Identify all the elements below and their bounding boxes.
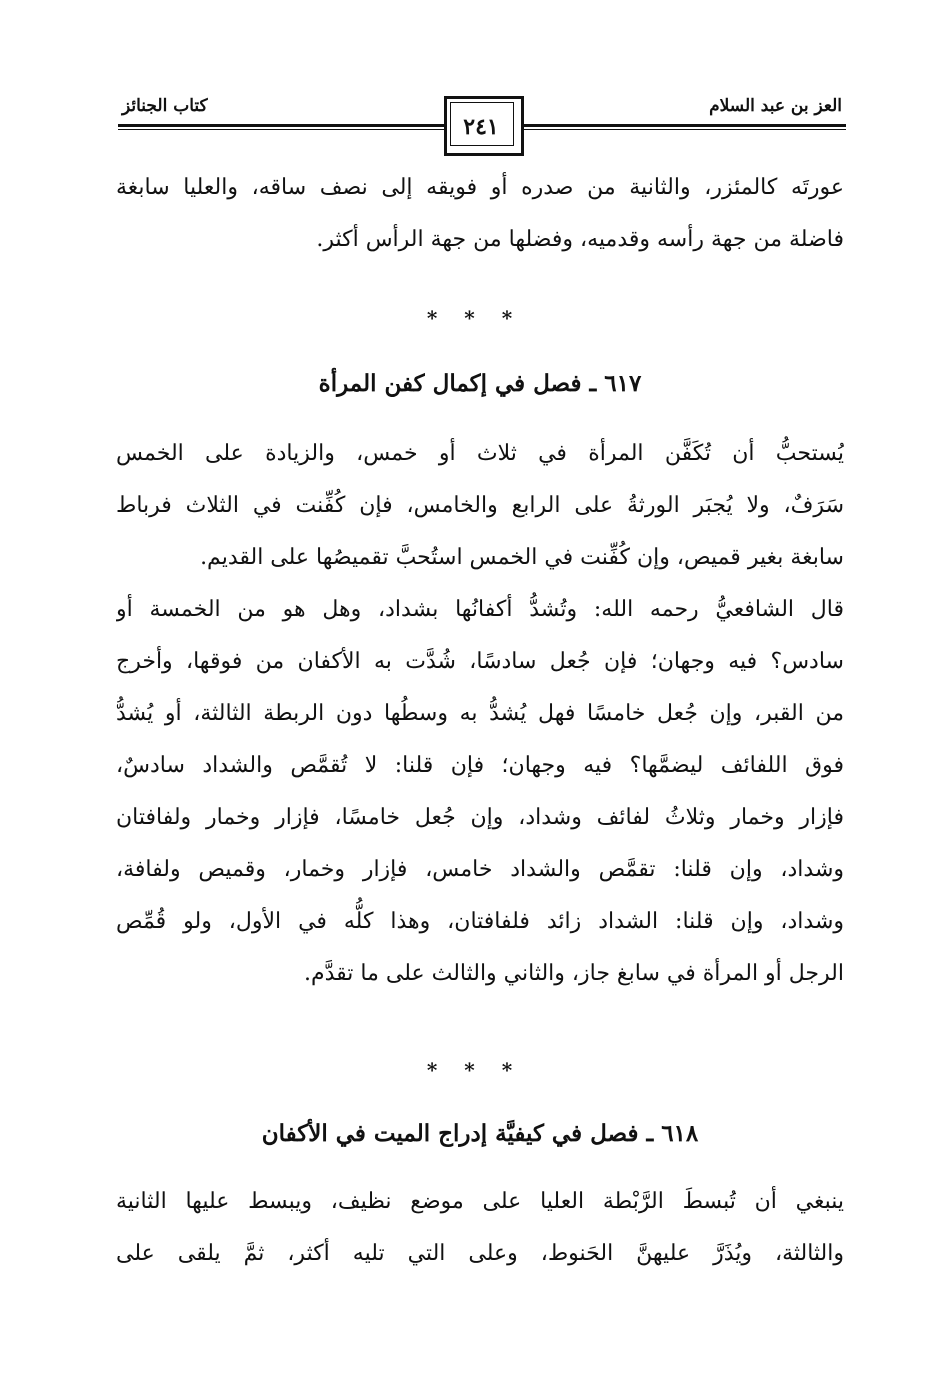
text-line: والثالثة، ويُذَرَّ عليهنَّ الحَنوط، وعلى التي تليه أكثر، ثمَّ يلقى على	[116, 1241, 844, 1266]
text-line: وشداد، وإن قلنا: الشداد زائد فلفافتان، وهذا كلُّه في الأول، ولو قُمِّص	[116, 909, 844, 934]
section-618-body	[116, 1176, 844, 1280]
text-line: وشداد، وإن قلنا: تقمَّص والشداد خامس، فإزار وخمار، وقميص ولفافة،	[116, 857, 844, 882]
running-head-book: كتاب الجنائز	[118, 96, 212, 116]
text-line: فاضلة من جهة رأسه وقدميه، وفضلها من جهة الرأس أكثر.	[316, 227, 844, 252]
section-separator: * * *	[426, 306, 523, 330]
page-header	[118, 88, 846, 162]
text-line: سَرَفٌ، ولا يُجبَر الورثةُ على الرابع والخامس، فإن كُفِّنت في الثلاث فرباط	[116, 493, 844, 518]
text-line: قال الشافعيُّ رحمه الله: وتُشدُّ أكفانُها بشداد، وهل هو من الخمسة أو	[116, 597, 844, 622]
running-head-author: العز بن عبد السلام	[705, 96, 846, 116]
section-separator: * * *	[426, 1058, 523, 1082]
page-number: ٢٤١	[463, 114, 499, 140]
text-line: الرجل أو المرأة في سابغ جاز، والثاني والثالث على ما تقدَّم.	[303, 961, 844, 986]
page-number-box	[444, 96, 524, 156]
text-line: ينبغي أن تُبسطَ الرَّبْطة العليا على موضع نظيف، ويبسط عليها الثانية	[116, 1189, 844, 1214]
section-title-618: ٦١٨ ـ فصل في كيفيَّة إدراج الميت في الأكفان	[261, 1120, 699, 1147]
text-line: من القبر، وإن جُعل خامسًا فهل يُشدُّ به وسطُها دون الربطة الثالثة، أو يُشدُّ	[116, 701, 844, 726]
text-line: فوق اللفائف ليضمَّها؟ فيه وجهان؛ فإن قلنا: لا تُقمَّص والشداد سادسٌ،	[116, 753, 844, 778]
intro-paragraph	[116, 162, 844, 266]
text-line: سادس؟ فيه وجهان؛ فإن جُعل سادسًا، شُدَّت به الأكفان من فوقها، وأخرج	[116, 649, 844, 674]
text-line: سابغة بغير قميص، وإن كُفِّنت في الخمس استُحبَّ تقميصُها على القديم.	[200, 545, 844, 570]
text-line: عورتَه كالمئزر، والثانية من صدره أو فويقه إلى نصف ساقه، والعليا سابغة	[116, 175, 844, 200]
text-line: فإزار وخمار وثلاثُ لفائف وشداد، وإن جُعل خامسًا، فإزار وخمار ولفافتان	[116, 805, 844, 830]
section-617-body	[116, 428, 844, 1000]
section-title-617: ٦١٧ ـ فصل في إكمال كفن المرأة	[318, 370, 642, 397]
text-line: يُستحبُّ أن تُكَفَّن المرأة في ثلاث أو خمس، والزيادة على الخمس	[116, 441, 844, 466]
